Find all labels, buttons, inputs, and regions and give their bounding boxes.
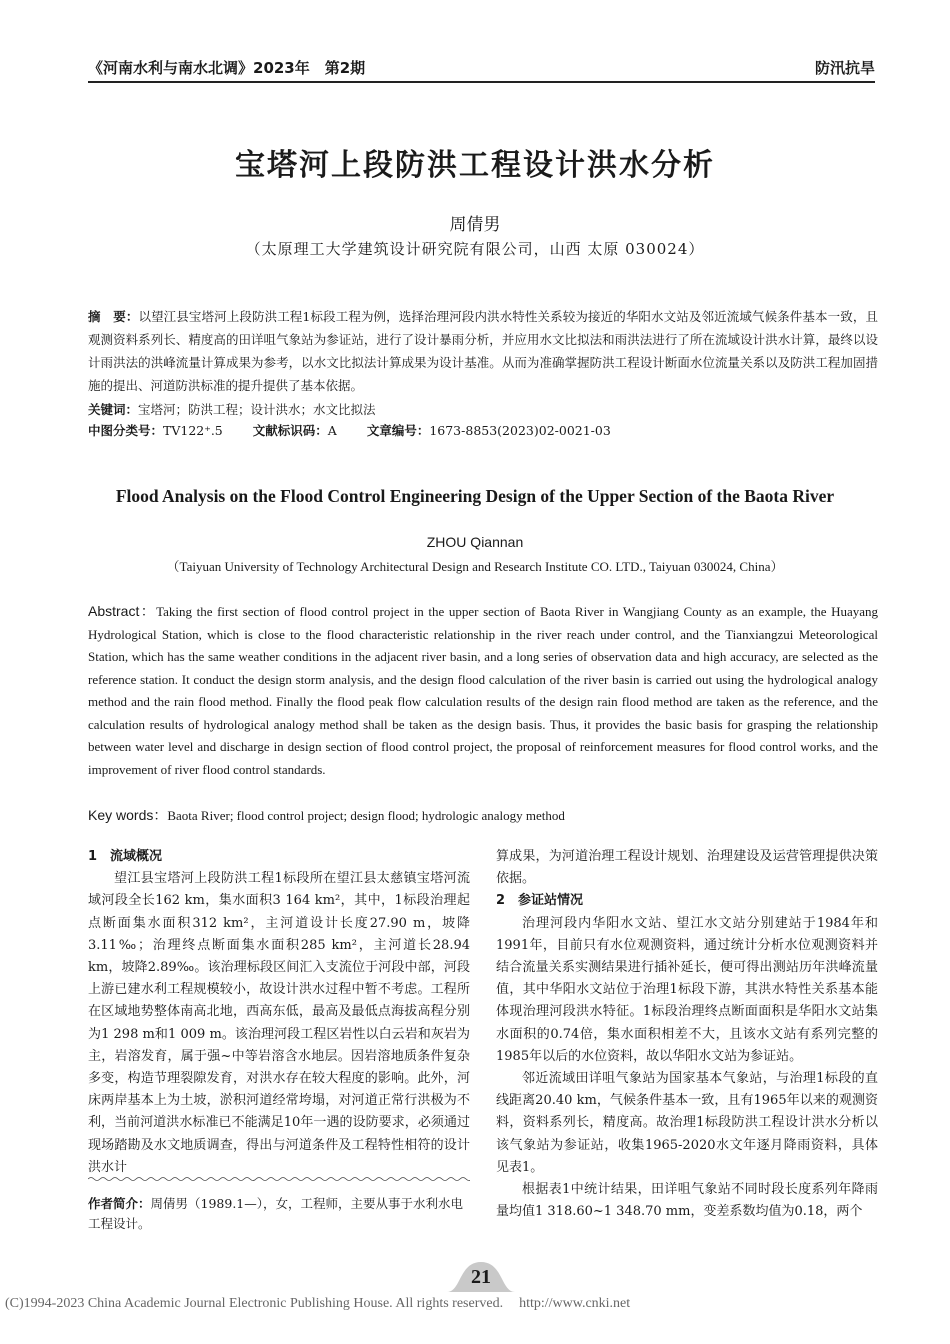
article-number-value: 1673-8853(2023)02-0021-03 (429, 423, 611, 438)
section-header: 防汛抗旱 (814, 59, 875, 77)
section-1-heading: 1 流域概况 (88, 849, 163, 864)
copyright-text: (C)1994-2023 China Academic Journal Electronic Publishing House. All rights reserved. (5, 1296, 504, 1311)
abstract-english (88, 600, 878, 781)
abstract-english-label: Abstract： (88, 603, 157, 619)
section-1-paragraph: 望江县宝塔河上段防洪工程1标段所在望江县太慈镇宝塔河流域河段全长162 km，集水面积3 164 km²，其中，1标段治理起点断面集水面积312 km²，主河道设计长度27.90 m，坡降3.11‰；治理终点断面集水面积285 km²，主河道长28.94 km，坡降2.89‰。该治理标段区间汇入支流位于河段中部，河段上游已建水利工程规模较小，故设计洪水过程中暂不考虑。工程所在区域地势整体南高北地，西高东低，最高及最低点海拔高程分别为1 298 m和1 009 m。该治理河段工程区岩性以白云岩和灰岩为主，岩溶发育，属于强~中等岩溶含水地层。因岩溶地质条件复杂多变，构造节理裂隙发育，对洪水存在较大程度的影响。此外，河床两岸基本上为土坡，淤积河道经常垮塌，对河道正常行洪极为不利，当前河道洪水标准已不能满足10年一遇的设防要求，必须通过现场踏勘及水文地质调查，得出与河道条件及工程特性相符的设计洪水计 (88, 871, 470, 1175)
footnote-separator (88, 1176, 470, 1182)
section-2-paragraph-1: 治理河段内华阳水文站、望江水文站分别建站于1984年和1991年，目前只有水位观测资料，通过统计分析水位观测资料并结合流量关系实测结果进行插补延长，便可得出测站历年洪峰流量值，其中华阳水文站位于治理1标段下游，其洪水特性关系基本能体现治理河段洪水特征。1标段治理终点断面面积是华阳水文站集水面积的0.74倍，集水面积相差不大，且该水文站有系列完整的1985年以后的水位资料，故以华阳水文站为参证站。 (496, 915, 878, 1064)
title-chinese: 宝塔河上段防洪工程设计洪水分析 (235, 148, 715, 183)
abstract-english-text: Taking the first section of flood control project in the upper section of Baota River in Wangjiang County as an example, the Huayang Hydrological Station, which is close to the flood characteristic relationship in the river reach under control, and the Tianxiangzui Meteorological Station, which has the same weather conditions in the adjacent river basin, and a long series of observation data and high accuracy, are selected as the reference station. It conduct the design storm analysis, and the design flood calculation of the river basin is carried out using the hydrological analogy method and the rain flood method. Finally the flood peak flow calculation results of the design rain flood method are taken as the reference, and the calculation results of hydrological analogy method shall be taken as the design basis. Thus, it provides the basic basis for grasping the relationship between water level and discharge in design section of flood control project, the proposal of reinforcement measures for flood control works, and the improvement of river flood control standards. (88, 604, 878, 777)
classification-line (88, 421, 611, 439)
section-1-continuation: 算成果，为河道治理工程设计规划、治理建设及运营管理提供决策依据。 (496, 849, 878, 887)
copyright-line (5, 1296, 630, 1312)
author-chinese: 周倩男 (449, 215, 501, 235)
body-right-column (496, 846, 878, 1223)
abstract-chinese-label: 摘 要： (88, 309, 139, 324)
header-rule (88, 81, 875, 83)
keywords-english-text: Baota River; flood control project; design flood; hydrologic analogy method (167, 808, 565, 823)
section-2-heading: 2 参证站情况 (496, 893, 584, 909)
keywords-english-label: Key words： (88, 807, 168, 823)
footnote-label: 作者简介： (88, 1196, 151, 1211)
article-number-label: 文章编号： (366, 423, 430, 438)
page-number: 21 (471, 1266, 491, 1288)
abstract-chinese (88, 305, 878, 397)
title-english: Flood Analysis on the Flood Control Engineering Design of the Upper Section of the Baota River (115, 486, 835, 506)
affiliation-english: （Taiyuan University of Technology Architectural Design and Research Institute CO. LTD., Taiyuan 030024, China） (166, 559, 784, 574)
affiliation-chinese: （太原理工大学建筑设计研究院有限公司，山西 太原 030024） (245, 240, 705, 258)
section-2-paragraph-2: 邻近流域田详咀气象站为国家基本气象站，与治理1标段的直线距离20.40 km，气候条件基本一致，且有1965年以来的观测资料，资料系列长，精度高。故治理1标段防洪工程设计洪水分析以该气象站为参证站，收集1965-2020水文年逐月降雨资料，具体见表1。 (496, 1071, 878, 1175)
clc-label: 中图分类号： (88, 423, 164, 438)
author-english: ZHOU Qiannan (426, 534, 524, 550)
clc-value: TV122⁺.5 (163, 423, 223, 438)
doc-code-label: 文献标识码： (252, 423, 328, 438)
copyright-url: http://www.cnki.net (519, 1296, 631, 1311)
abstract-chinese-text: 以望江县宝塔河上段防洪工程1标段工程为例，选择治理河段内洪水特性关系较为接近的华阳水文站及邻近流域气候条件基本一致，且观测资料系列长、精度高的田详咀气象站为参证站，进行了设计暴雨分析，并应用水文比拟法和雨洪法进行了所在流域设计洪水计算，最终以设计雨洪法的洪峰流量计算成果为参考，以水文比拟法计算成果为设计基准。从而为准确掌握防洪工程设计断面水位流量关系以及防洪工程加固措施的提出、河道防洪标准的提升提供了基本依据。 (88, 309, 878, 393)
keywords-chinese (88, 398, 878, 421)
footnote-text: 周倩男（1989.1—），女，工程师，主要从事于水利水电工程设计。 (88, 1196, 464, 1231)
keywords-chinese-text: 宝塔河；防洪工程；设计洪水；水文比拟法 (138, 402, 376, 417)
section-2-paragraph-3: 根据表1中统计结果，田详咀气象站不同时段长度系列年降雨量均值1 318.60~1 348.70 mm，变差系数均值为0.18，两个 (496, 1182, 878, 1220)
keywords-chinese-label: 关键词： (88, 402, 139, 417)
doc-code-value: A (327, 423, 337, 438)
journal-header: 《河南水利与南水北调》2023年 第2期 (88, 59, 366, 77)
author-footnote (88, 1194, 470, 1234)
keywords-english (88, 804, 878, 827)
body-left-column (88, 846, 470, 1179)
